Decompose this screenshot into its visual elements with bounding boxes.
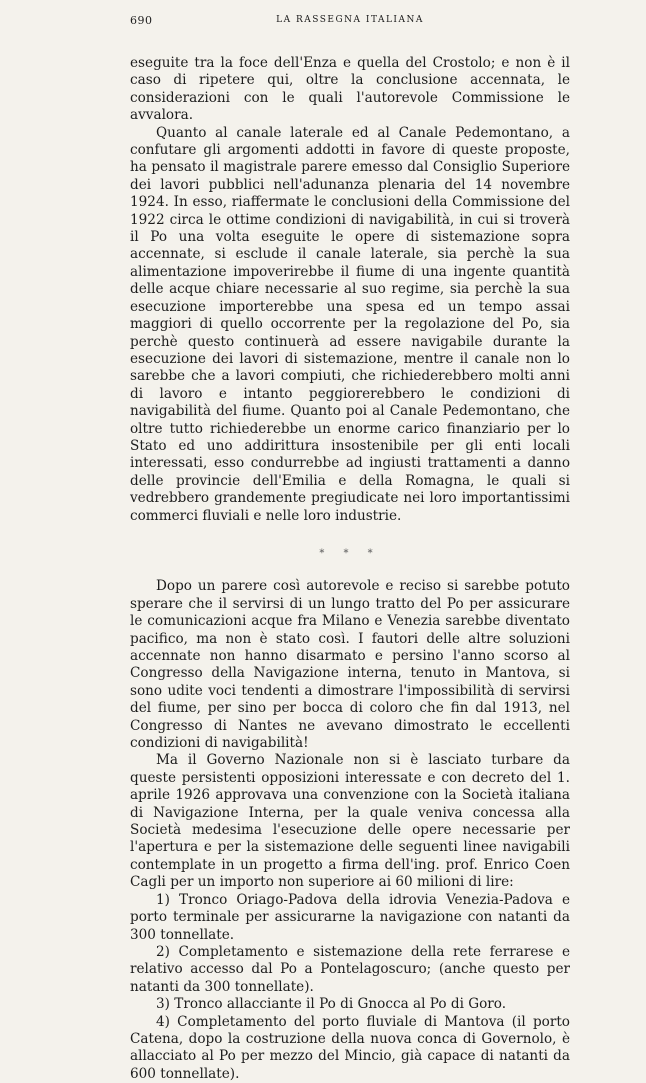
list-item: 2) Completamento e sistemazione della rete ferrarese e relativo accesso dal Po a Pontelagoscuro; (anche questo per natanti da 300 tonnellate).	[130, 943, 570, 995]
paragraph: eseguite tra la foce dell'Enza e quella del Crostolo; e non è il caso di ripetere qui, oltre la conclusione accennata, le considerazioni con le quali l'autorevole Commissione le avvalora.	[130, 55, 570, 124]
list-item: 1) Tronco Oriago-Padova della idrovia Venezia-Padova e porto terminale per assicurarne la navigazione con natanti da 300 tonnellate.	[130, 891, 570, 943]
section-separator: * * *	[319, 547, 381, 559]
list-item: 3) Tronco allacciante il Po di Gnocca al Po di Goro.	[156, 996, 507, 1013]
running-title: LA RASSEGNA ITALIANA	[276, 15, 424, 25]
page-header	[130, 14, 570, 30]
page-number: 690	[130, 14, 153, 27]
paragraph: Ma il Governo Nazionale non si è lasciato turbare da queste persistenti opposizioni interessate e con decreto del 1. aprile 1926 approvava una convenzione con la Società italiana di Navigazione Interna, per la quale veniva concessa alla Società medesima l'esecuzione delle opere necessarie per l'apertura e per la sistemazione delle seguenti linee navigabili contemplate in un progetto a firma dell'ing. prof. Enrico Coen Cagli per un importo non superiore ai 60 milioni di lire:	[130, 752, 570, 891]
paragraph: Quanto al canale laterale ed al Canale Pedemontano, a confutare gli argomenti addotti in favore di queste proposte, ha pensato il magistrale parere emesso dal Consiglio Superiore dei lavori pubblici nell'adunanza plenaria del 14 novembre 1924. In esso, riaffermate le conclusioni della Commissione del 1922 circa le ottime condizioni di navigabilità, in cui si troverà il Po una volta eseguite le opere di sistemazione sopra accennate, si esclude il canale laterale, sia perchè la sua alimentazione impoverirebbe il fiume di una ingente quantità delle acque chiare necessarie al suo regime, sia perchè la sua esecuzione importerebbe una spesa ed un tempo assai maggiori di quello occorrente per la regolazione del Po, sia perchè questo continuerà ad essere navigabile durante la esecuzione dei lavori di sistemazione, mentre il canale non lo sarebbe che a lavori compiuti, che richiederebbero molti anni di lavoro e intanto peggiorerebbero le condizioni di navigabilità del fiume. Quanto poi al Canale Pedemontano, che oltre tutto richiederebbe un enorme carico finanziario per lo Stato ed uno addirittura insostenibile per gli enti locali interessati, esso condurrebbe ad ingiusti trattamenti a danno delle provincie dell'Emilia e della Romagna, le quali si vedrebbero grandemente pregiudicate nei loro importantissimi commerci fluviali e nelle loro industrie.	[130, 124, 570, 524]
list-item: 4) Completamento del porto fluviale di Mantova (il porto Catena, dopo la costruzione della nuova conca di Governolo, è allacciato al Po per mezzo del Mincio, già capace di natanti da 600 tonnellate).	[130, 1013, 570, 1082]
article-body	[130, 55, 570, 1083]
paragraph: Dopo un parere così autorevole e reciso si sarebbe potuto sperare che il servirsi di un lungo tratto del Po per assicurare le comunicazioni acque fra Milano e Venezia sarebbe diventato pacifico, ma non è stato così. I fautori delle altre soluzioni accennate non hanno disarmato e persino l'anno scorso al Congresso della Navigazione interna, tenuto in Mantova, si sono udite voci tendenti a dimostrare l'impossibilità di servirsi del fiume, per sino per bocca di coloro che fin dal 1913, nel Congresso di Nantes ne avevano dimostrato le eccellenti condizioni di navigabilità!	[130, 578, 570, 752]
